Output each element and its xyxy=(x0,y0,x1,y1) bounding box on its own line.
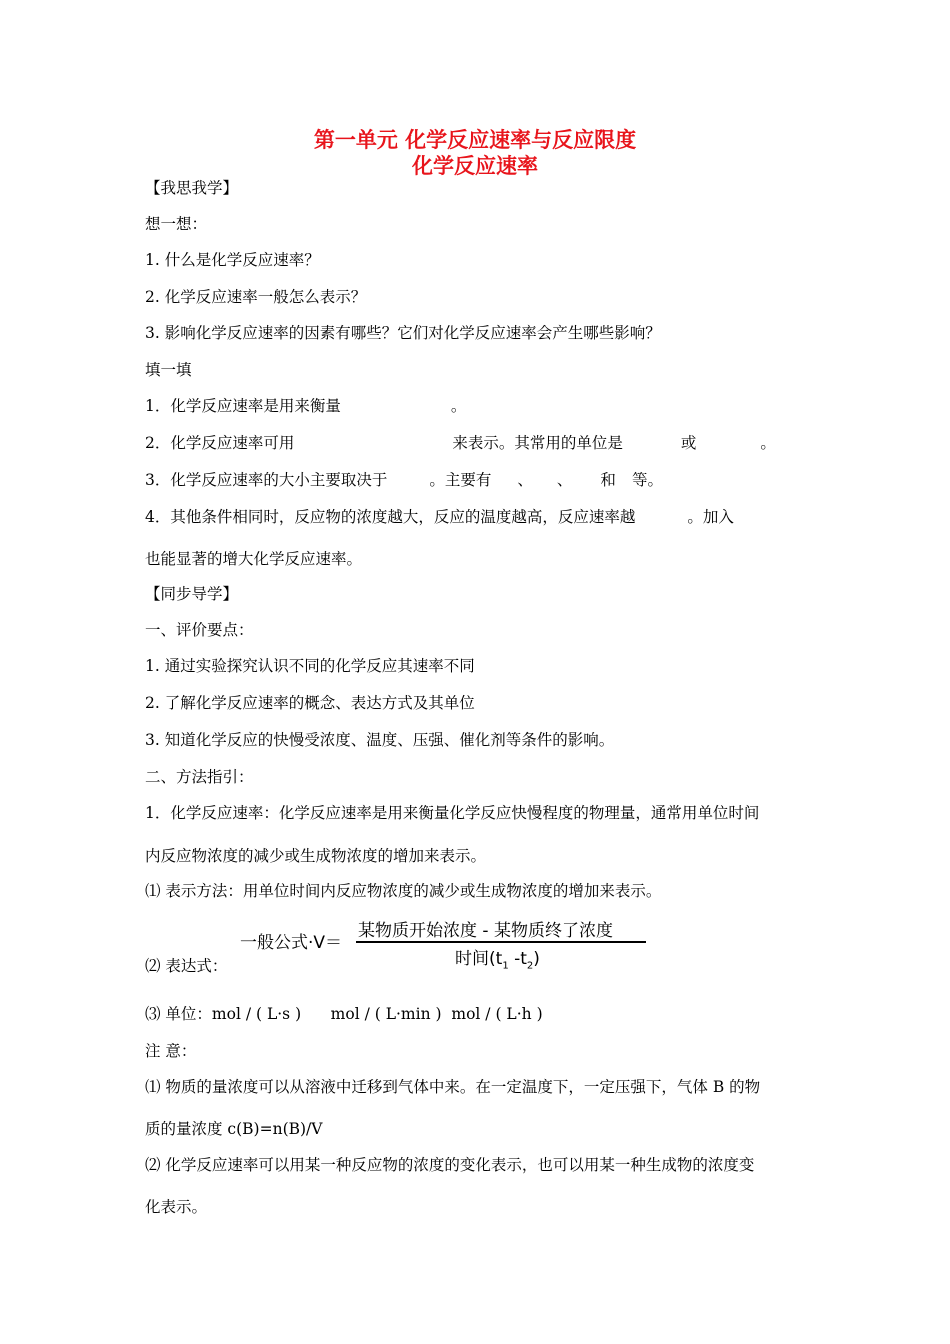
rate-formula xyxy=(240,916,650,970)
eval-item-1: 1. 通过实验探究认识不同的化学反应其速率不同 xyxy=(145,657,475,675)
eval-item-2: 2. 了解化学反应速率的概念、表达方式及其单位 xyxy=(145,694,475,712)
document-title: 第一单元 化学反应速率与反应限度 xyxy=(313,128,637,152)
fraction-bar xyxy=(356,941,646,943)
method-point-2: ⑵ 表达式： xyxy=(145,957,228,975)
note-2-continued: 化表示。 xyxy=(145,1198,208,1216)
think-label: 想一想： xyxy=(145,215,208,233)
formula-denominator: 时间($t_1$ $-t_2$) xyxy=(455,949,540,972)
method-point-3: ⑶ 单位：mol / ( L·s ) mol / ( L·min ) mol / ( L·h ) xyxy=(145,1005,543,1023)
section-heading-guide: 【同步导学】 xyxy=(145,585,239,603)
formula-numerator: 某物质开始浓度 - 某物质终了浓度 xyxy=(358,921,613,941)
method-item-1: 1．化学反应速率：化学反应速率是用来衡量化学反应快慢程度的物理量，通常用单位时间 xyxy=(145,804,760,822)
note-1: ⑴ 物质的量浓度可以从溶液中迁移到气体中来。在一定温度下，一定压强下，气体 B 的物 xyxy=(145,1078,761,1096)
note-2: ⑵ 化学反应速率可以用某一种反应物的浓度的变化表示，也可以用某一种生成物的浓度变 xyxy=(145,1156,755,1174)
question-3: 3. 影响化学反应速率的因素有哪些？它们对化学反应速率会产生哪些影响？ xyxy=(145,324,661,342)
fill-label: 填一填 xyxy=(145,361,192,379)
method-point-1: ⑴ 表示方法：用单位时间内反应物浓度的减少或生成物浓度的增加来表示。 xyxy=(145,882,662,900)
fill-item-2: 2．化学反应速率可用 来表示。其常用的单位是 或 。 xyxy=(145,434,776,452)
formula-lhs: 一般公式·V＝ xyxy=(240,933,343,953)
method-label: 二、方法指引： xyxy=(145,768,254,786)
document-subtitle: 化学反应速率 xyxy=(412,154,538,178)
question-2: 2. 化学反应速率一般怎么表示？ xyxy=(145,288,367,306)
note-label: 注 意： xyxy=(145,1042,197,1060)
note-1-continued: 质的量浓度 c(B)=n(B)/V xyxy=(145,1120,323,1138)
section-heading-think: 【我思我学】 xyxy=(145,179,239,197)
question-1: 1. 什么是化学反应速率？ xyxy=(145,251,320,269)
fill-item-3: 3．化学反应速率的大小主要取决于 。主要有 、 、 和 等。 xyxy=(145,471,663,489)
method-item-1-continued: 内反应物浓度的减少或生成物浓度的增加来表示。 xyxy=(145,847,487,865)
fill-item-4-continued: 也能显著的增大化学反应速率。 xyxy=(145,550,363,568)
eval-item-3: 3. 知道化学反应的快慢受浓度、温度、压强、催化剂等条件的影响。 xyxy=(145,731,615,749)
eval-label: 一、评价要点： xyxy=(145,621,254,639)
fill-item-4: 4．其他条件相同时，反应物的浓度越大，反应的温度越高，反应速率越 。加入 xyxy=(145,508,734,526)
fill-item-1: 1．化学反应速率是用来衡量 。 xyxy=(145,397,467,415)
